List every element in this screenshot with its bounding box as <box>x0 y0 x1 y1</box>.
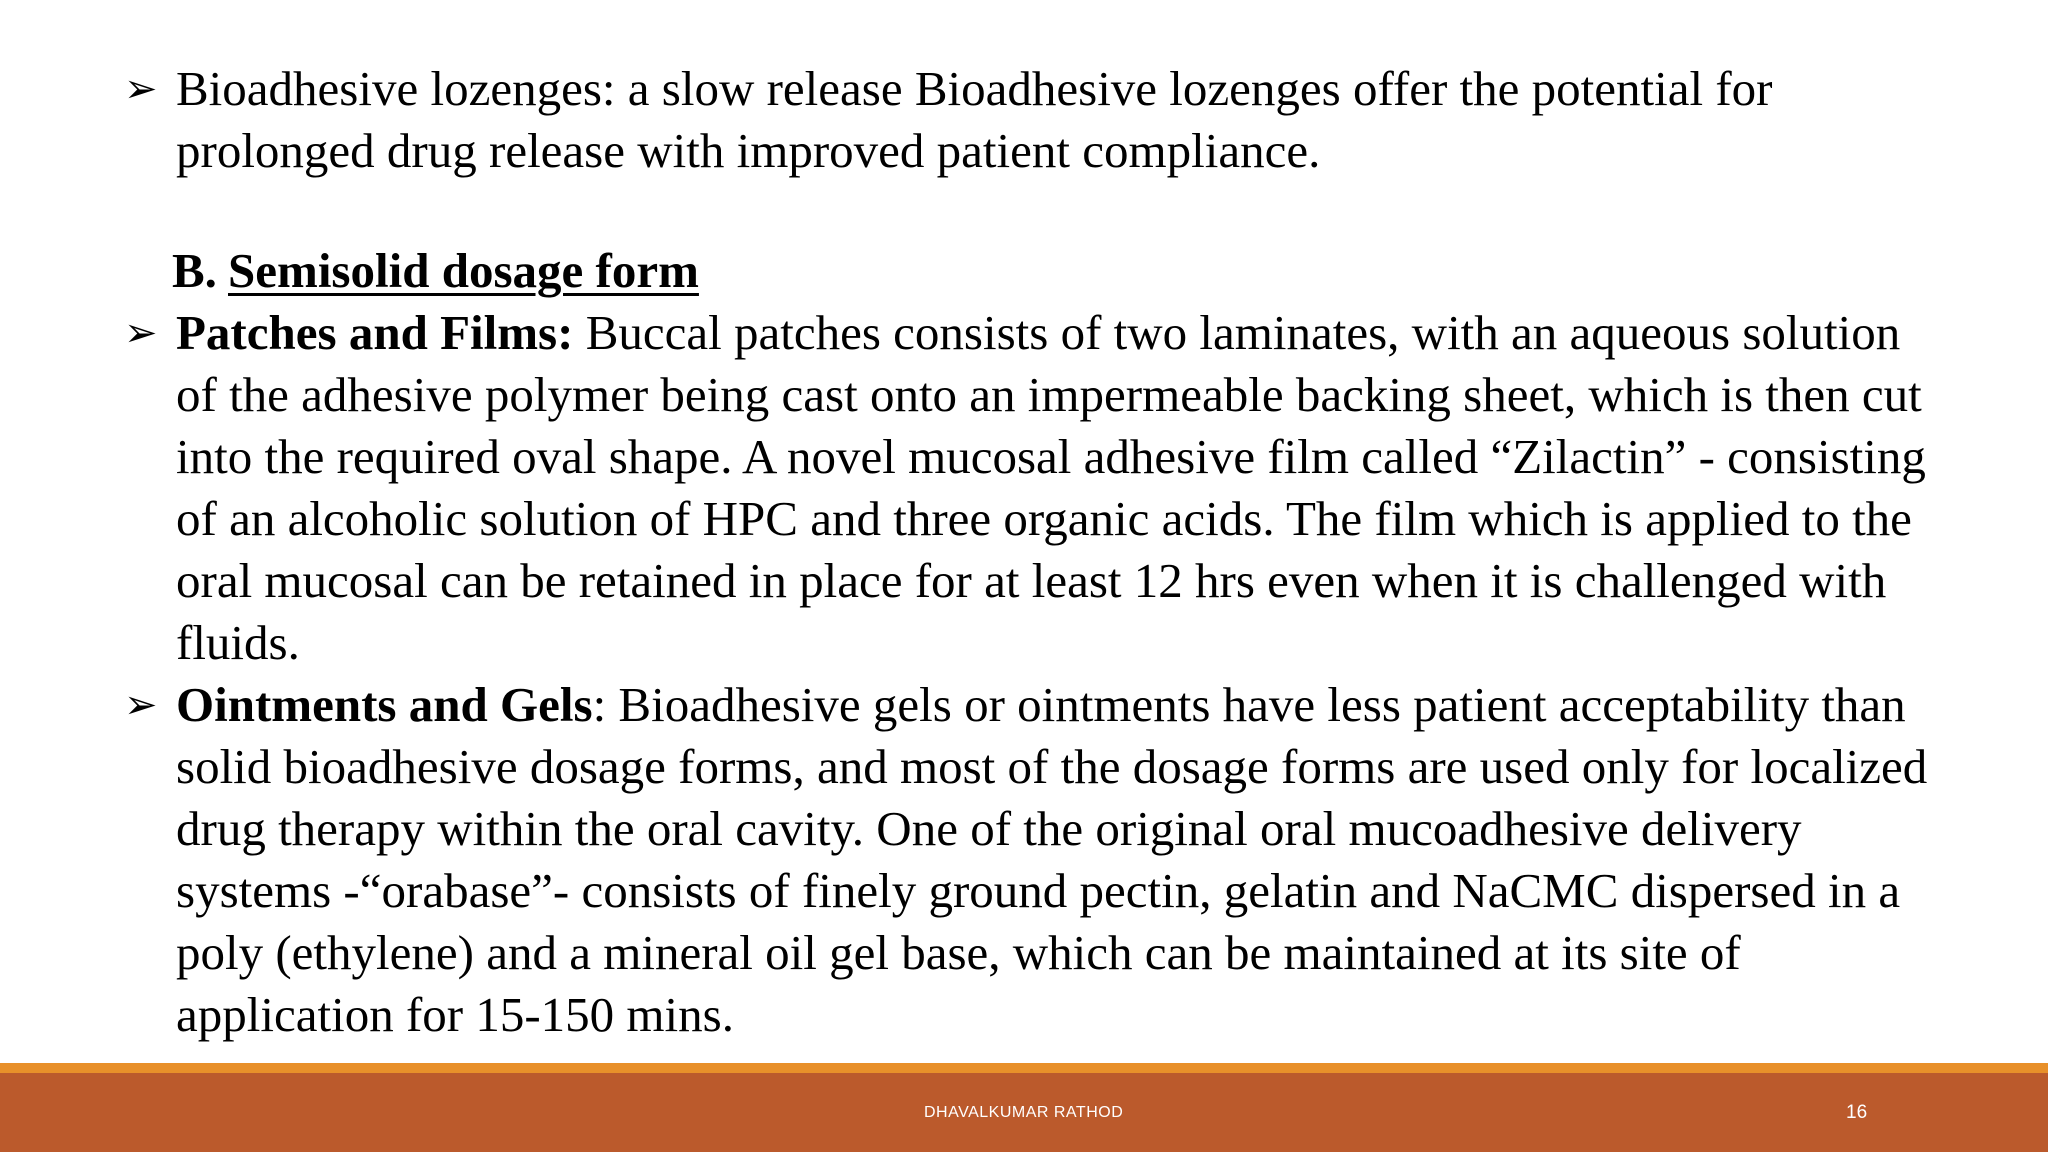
arrow-bullet-icon: ➢ <box>124 66 158 112</box>
bullet-text <box>176 302 1936 674</box>
arrow-bullet-icon: ➢ <box>124 682 158 728</box>
bullet-description: Buccal patches consists of two laminates, with an aqueous solution of the adhesive polymer being cast onto an impermeable backing sheet, which is then cut into the required oval shape. A novel mucosal adhesive film called “Zilactin” - consisting of an alcoholic solution of HPC and three organic acids. The film which is applied to the oral mucosal can be retained in place for at least 12 hrs even when it is challenged with fluids. <box>176 305 1926 670</box>
arrow-bullet-icon: ➢ <box>124 310 158 356</box>
bullet-term: Patches and Films: <box>176 305 574 360</box>
bullet-term: Ointments and Gels <box>176 677 593 732</box>
section-letter: B. <box>172 243 217 298</box>
bullet-text <box>176 674 1936 1046</box>
bullet-patches-and-films <box>124 302 1936 674</box>
footer-author: DHAVALKUMAR RATHOD <box>924 1104 1124 1121</box>
section-heading <box>172 240 699 302</box>
bullet-ointments-and-gels <box>124 674 1936 1046</box>
bullet-text: Bioadhesive lozenges: a slow release Bioadhesive lozenges offer the potential for prolonged drug release with improved patient compliance. <box>176 61 1773 178</box>
bullet-description: : Bioadhesive gels or ointments have less patient acceptability than solid bioadhesive dosage forms, and most of the dosage forms are used only for localized drug therapy within the oral cavity. One of the original oral mucoadhesive delivery systems -“orabase”- consists of finely ground pectin, gelatin and NaCMC dispersed in a poly (ethylene) and a mineral oil gel base, which can be maintained at its site of application for 15-150 mins. <box>176 677 1928 1042</box>
section-title: Semisolid dosage form <box>228 243 699 298</box>
footer-accent-line <box>0 1063 2048 1073</box>
page-number: 16 <box>1846 1102 1868 1123</box>
bullet-bioadhesive-lozenges <box>124 58 1936 182</box>
